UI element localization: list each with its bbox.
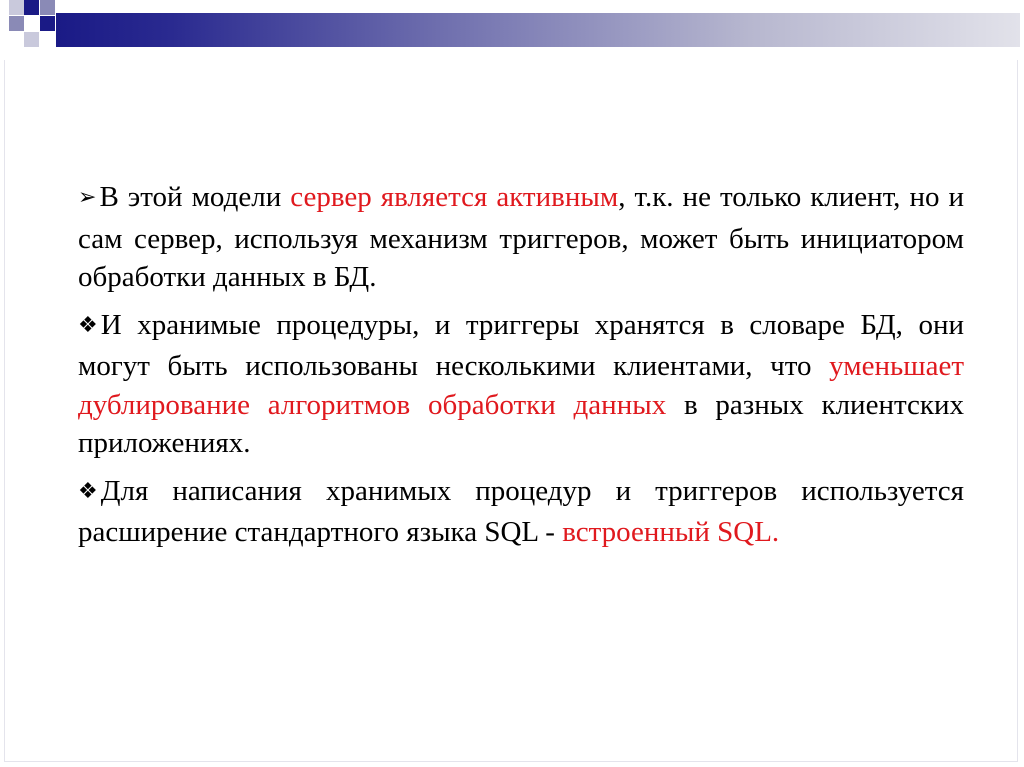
paragraph-text: Для написания хранимых процедур и триггеров используется расширение стандартного языка SQL - [78,474,964,548]
header-gradient-bar [56,13,1020,47]
paragraph-text: , т.к. не только клиент, но и сам сервер, используя механизм триггеров, может быть инициатором обработки данных в БД. [78,181,965,293]
decor-square [40,0,55,15]
decor-square [24,32,39,47]
highlight-text: сервер является активным [290,181,619,213]
paragraph-stored-procedures [78,306,964,463]
decor-square [40,16,55,31]
decor-square [9,16,24,31]
arrow-bullet-icon: ➢ [78,185,97,210]
diamond-bullet-icon: ❖ [78,478,98,504]
highlight-text: встроенный SQL. [562,516,780,548]
paragraph-text: И хранимые процедуры, и триггеры хранятся в словаре БД, они могут быть использованы несколькими клиентами, что [78,308,964,382]
paragraph-text: В этой модели [99,181,291,213]
paragraph-text: в разных клиентских приложениях. [78,388,964,459]
paragraph-active-server [78,178,964,297]
decor-square [24,0,39,15]
decor-square [9,0,24,15]
diamond-bullet-icon: ❖ [78,312,98,338]
slide-body [78,178,964,561]
paragraph-embedded-sql [78,472,964,552]
highlight-text: уменьшает дублирование алгоритмов обработки данных [78,350,964,421]
